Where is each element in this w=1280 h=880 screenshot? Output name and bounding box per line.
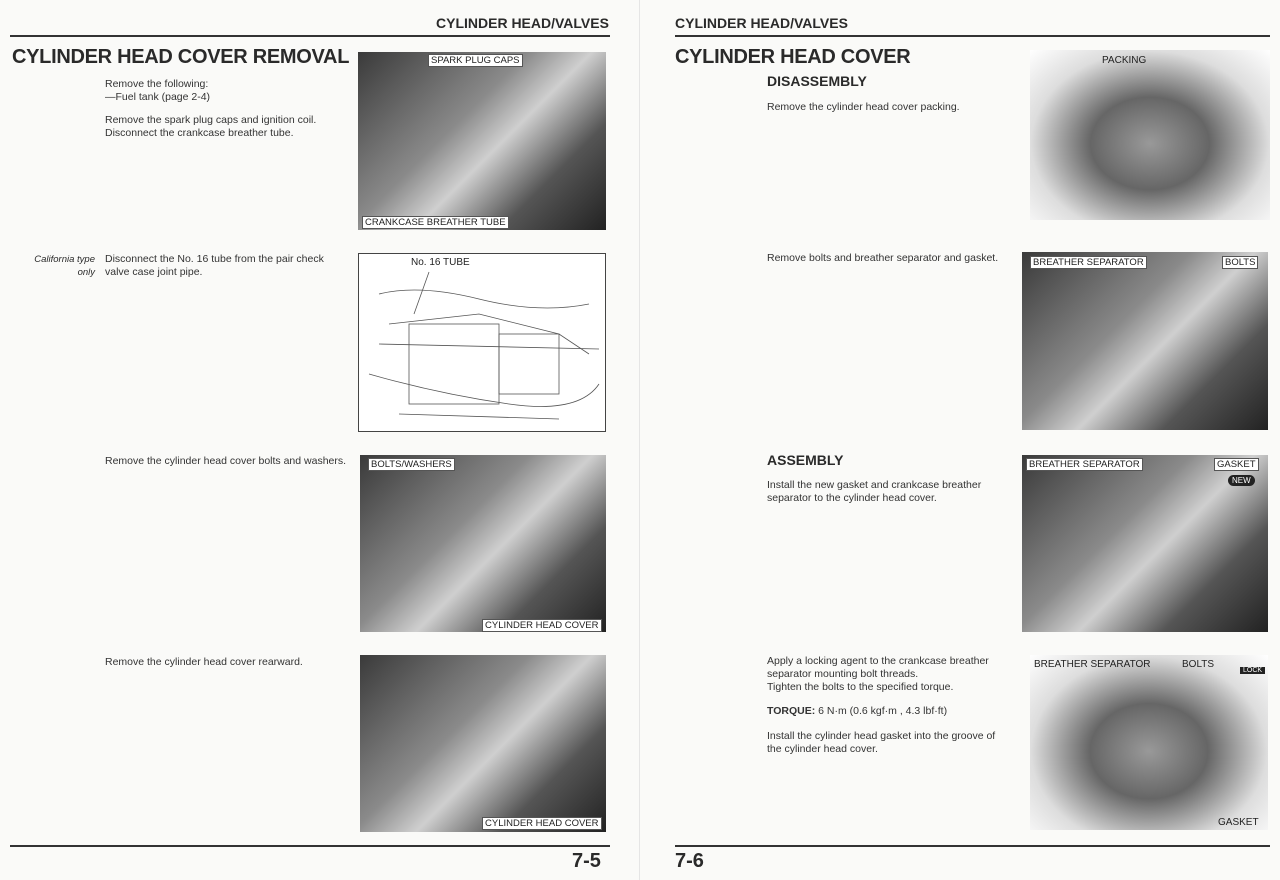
section-heading: ASSEMBLY — [767, 452, 844, 468]
lock-icon: LOCK — [1240, 667, 1265, 674]
section-heading: DISASSEMBLY — [767, 73, 867, 89]
step-text: Install the new gasket and crankcase breather separator to the cylinder head cover. — [767, 479, 982, 504]
breather-separator-photo: BREATHER SEPARATOR BOLTS — [1022, 252, 1268, 430]
step-text: Remove the spark plug caps and ignition coil. Disconnect the crankcase breather tube. — [105, 114, 317, 139]
page-title: CYLINDER HEAD COVER REMOVAL — [12, 46, 350, 68]
step-text: Remove bolts and breather separator and gasket. — [767, 252, 999, 264]
no16-tube-diagram: No. 16 TUBE — [358, 253, 606, 432]
cover-rearward-photo: CYLINDER HEAD COVER — [360, 655, 606, 832]
page-gutter — [639, 0, 640, 880]
step-text: Disconnect the No. 16 tube from the pair check valve case joint pipe. — [105, 253, 324, 278]
step-text: Remove the cylinder head cover packing. — [767, 101, 960, 113]
side-note: California type only — [34, 254, 95, 278]
step-text: Remove the cylinder head cover rearward. — [105, 656, 303, 668]
assembly-photo: BREATHER SEPARATOR GASKET NEW — [1022, 455, 1268, 632]
footer-rule — [10, 845, 610, 847]
header-rule — [675, 35, 1270, 37]
step-text: Install the cylinder head gasket into the groove of the cylinder head cover. — [767, 730, 996, 755]
engine-line-drawing — [359, 254, 605, 431]
locking-agent-photo: BREATHER SEPARATOR BOLTS LOCK GASKET — [1030, 655, 1268, 830]
page-title: CYLINDER HEAD COVER — [675, 46, 911, 68]
header-rule — [10, 35, 610, 37]
new-part-icon: NEW — [1228, 475, 1255, 486]
step-text: Remove the following: —Fuel tank (page 2-4) — [105, 78, 211, 103]
page-number: 7-5 — [572, 850, 601, 872]
left-running-header: CYLINDER HEAD/VALVES — [436, 15, 609, 31]
spark-plug-caps-photo: SPARK PLUG CAPS CRANKCASE BREATHER TUBE — [358, 52, 606, 230]
step-text: Remove the cylinder head cover bolts and washers. — [105, 455, 347, 467]
footer-rule — [675, 845, 1270, 847]
step-text: Apply a locking agent to the crankcase breather separator mounting bolt threads. Tighten the bolts to the specified torque. — [767, 655, 989, 693]
bolts-washers-photo: BOLTS/WASHERS CYLINDER HEAD COVER — [360, 455, 606, 632]
torque-spec: TORQUE: 6 N·m (0.6 kgf·m , 4.3 lbf·ft) — [767, 705, 948, 717]
right-running-header: CYLINDER HEAD/VALVES — [675, 15, 848, 31]
packing-photo: PACKING — [1030, 50, 1270, 220]
page-number: 7-6 — [675, 850, 704, 872]
